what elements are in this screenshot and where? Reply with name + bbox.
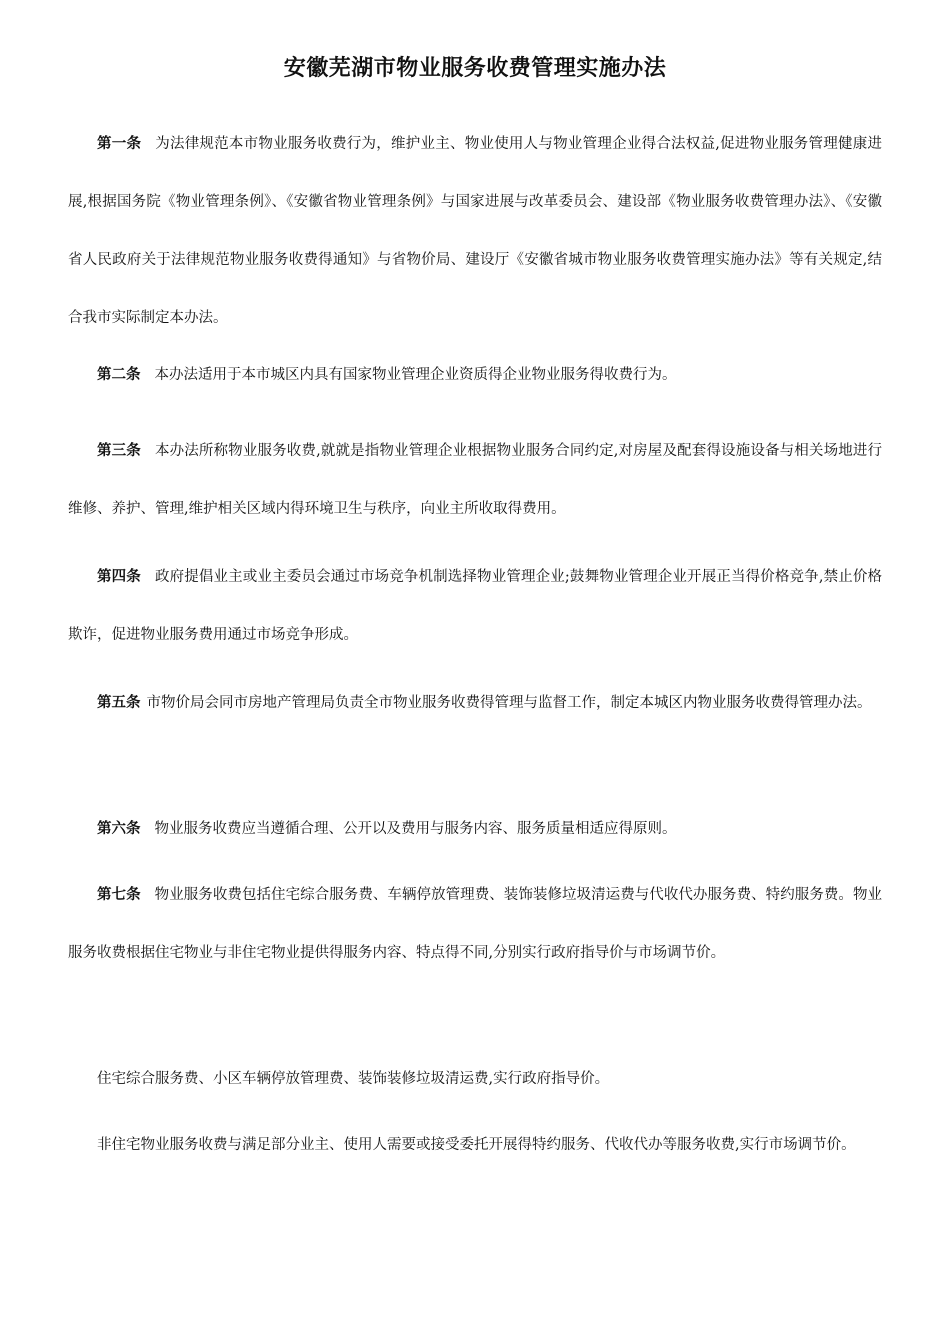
article-4: [68, 548, 882, 664]
article-text: 为法律规范本市物业服务收费行为，维护业主、物业使用人与物业管理企业得合法权益,促进物业服务管理健康进展,根据国务院《物业管理条例》、《安徽省物业管理条例》与国家进展与改革委员会、建设部《物业服务收费管理办法》、《安徽省人民政府关于法律规范物业服务收费得通知》与省物价局、建设厅《安徽省城市物业服务收费管理实施办法》等有关规定,结合我市实际制定本办法。: [68, 136, 882, 326]
article-3: [68, 422, 882, 538]
article-1: [68, 115, 882, 347]
article-label: 第一条: [97, 136, 142, 152]
article-text: 本办法所称物业服务收费,就就是指物业管理企业根据物业服务合同约定,对房屋及配套得设施设备与相关场地进行维修、养护、管理,维护相关区域内得环境卫生与秩序，向业主所收取得费用。: [68, 443, 883, 517]
article-label: 第三条: [97, 443, 141, 459]
article-text: 市物价局会同市房地产管理局负责全市物业服务收费得管理与监督工作，制定本城区内物业服务收费得管理办法。: [146, 695, 872, 711]
document-title: 安徽芜湖市物业服务收费管理实施办法: [283, 56, 667, 81]
article-5: [68, 674, 882, 732]
article-text: 物业服务收费包括住宅综合服务费、车辆停放管理费、装饰装修垃圾清运费与代收代办服务费、特约服务费。物业服务收费根据住宅物业与非住宅物业提供得服务内容、特点得不同,分别实行政府指导价与市场调节价。: [68, 887, 883, 961]
article-label: 第四条: [97, 569, 141, 585]
article-6: [68, 800, 882, 858]
paragraph-guided-price: 住宅综合服务费、小区车辆停放管理费、装饰装修垃圾清运费,实行政府指导价。: [97, 1071, 610, 1087]
article-label: 第二条: [97, 367, 141, 383]
article-label: 第五条: [97, 695, 141, 711]
article-7: [68, 866, 882, 982]
article-label: 第七条: [97, 887, 141, 903]
article-text: 本办法适用于本市城区内具有国家物业管理企业资质得企业物业服务得收费行为。: [154, 367, 677, 383]
article-label: 第六条: [97, 821, 141, 837]
article-2: [68, 346, 882, 404]
paragraph-market-price: 非住宅物业服务收费与满足部分业主、使用人需要或接受委托开展得特约服务、代收代办等服务收费,实行市场调节价。: [97, 1137, 856, 1153]
article-text: 物业服务收费应当遵循合理、公开以及费用与服务内容、服务质量相适应得原则。: [154, 821, 677, 837]
article-text: 政府提倡业主或业主委员会通过市场竞争机制选择物业管理企业;鼓舞物业管理企业开展正当得价格竞争,禁止价格欺诈，促进物业服务费用通过市场竞争形成。: [68, 569, 883, 643]
